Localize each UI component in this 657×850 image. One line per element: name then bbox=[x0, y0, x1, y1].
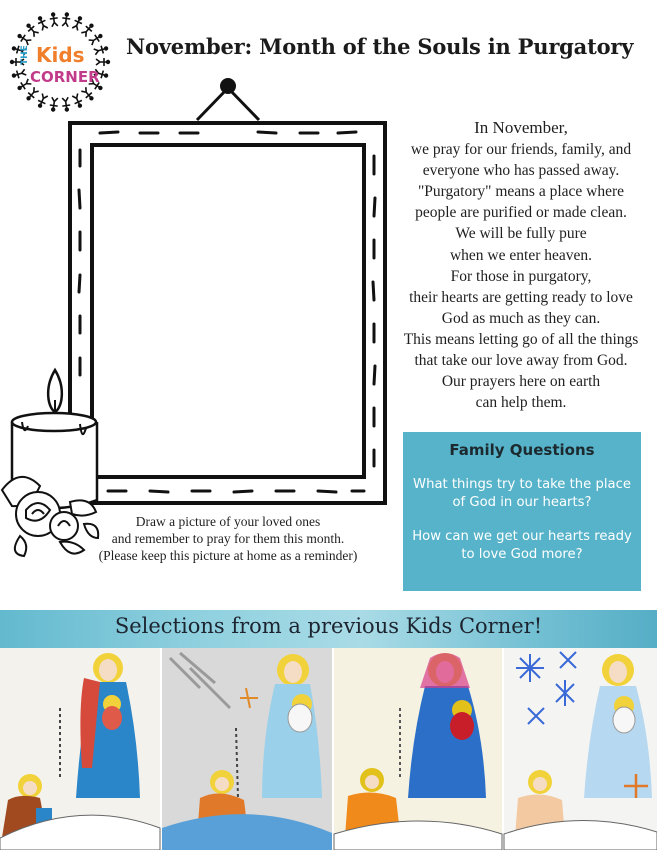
drawing-area[interactable] bbox=[92, 145, 364, 477]
family-question-2: How can we get our hearts ready to love God more? bbox=[412, 529, 632, 562]
caption-line: (Please keep this picture at home as a reminder) bbox=[98, 548, 358, 563]
selections-banner bbox=[0, 610, 657, 648]
intro-line: In November, bbox=[474, 118, 568, 137]
logo-text-the: THE bbox=[20, 45, 30, 65]
kids-drawing-3 bbox=[334, 648, 502, 850]
intro-line: when we enter heaven. bbox=[449, 246, 592, 264]
intro-line: We will be fully pure bbox=[455, 225, 587, 243]
intro-line: This means letting go of all the things bbox=[403, 330, 639, 348]
caption-line: Draw a picture of your loved ones bbox=[135, 514, 321, 529]
intro-line: we pray for our friends, family, and bbox=[410, 141, 632, 159]
intro-line: Our prayers here on earth bbox=[441, 373, 601, 391]
kids-drawing-4 bbox=[504, 648, 657, 850]
family-question-1: What things try to take the place of God in our hearts? bbox=[413, 477, 631, 510]
drawing-instructions bbox=[78, 513, 378, 564]
picture-frame-illustration bbox=[0, 70, 400, 560]
logo-child-figure bbox=[16, 31, 32, 45]
intro-text bbox=[390, 117, 652, 413]
logo-child-figure bbox=[49, 12, 59, 27]
intro-line: that take our love away from God. bbox=[414, 352, 628, 370]
logo-text-corner: CORNER bbox=[30, 68, 100, 86]
intro-line: their hearts are getting ready to love bbox=[409, 288, 633, 306]
logo-text-kids: Kids bbox=[36, 43, 85, 67]
intro-line: can help them. bbox=[475, 394, 567, 412]
intro-line: For those in purgatory, bbox=[450, 267, 592, 285]
family-questions-box bbox=[403, 432, 641, 591]
intro-line: people are purified or made clean. bbox=[415, 204, 627, 222]
page-title: November: Month of the Souls in Purgatory bbox=[126, 34, 634, 59]
logo-child-figure bbox=[88, 31, 104, 45]
logo-child-figure bbox=[81, 21, 96, 37]
kids-drawing-1 bbox=[0, 648, 160, 850]
kids-drawing-2 bbox=[162, 648, 332, 850]
logo-child-figure bbox=[71, 15, 84, 31]
logo-child-figure bbox=[36, 15, 49, 31]
caption-line: and remember to pray for them this month. bbox=[111, 531, 345, 546]
logo-child-figure bbox=[96, 58, 110, 66]
logo-child-figure bbox=[24, 21, 39, 37]
family-questions-title: Family Questions bbox=[449, 441, 595, 459]
logo-child-figure bbox=[93, 44, 109, 56]
logo-child-figure bbox=[61, 12, 71, 27]
intro-line: everyone who has passed away. bbox=[422, 162, 620, 180]
banner-title: Selections from a previous Kids Corner! bbox=[114, 614, 543, 638]
intro-line: "Purgatory" means a place where bbox=[417, 183, 625, 201]
intro-line: God as much as they can. bbox=[441, 309, 601, 327]
kids-drawings-gallery bbox=[0, 648, 657, 850]
frame-hanger bbox=[197, 78, 259, 120]
